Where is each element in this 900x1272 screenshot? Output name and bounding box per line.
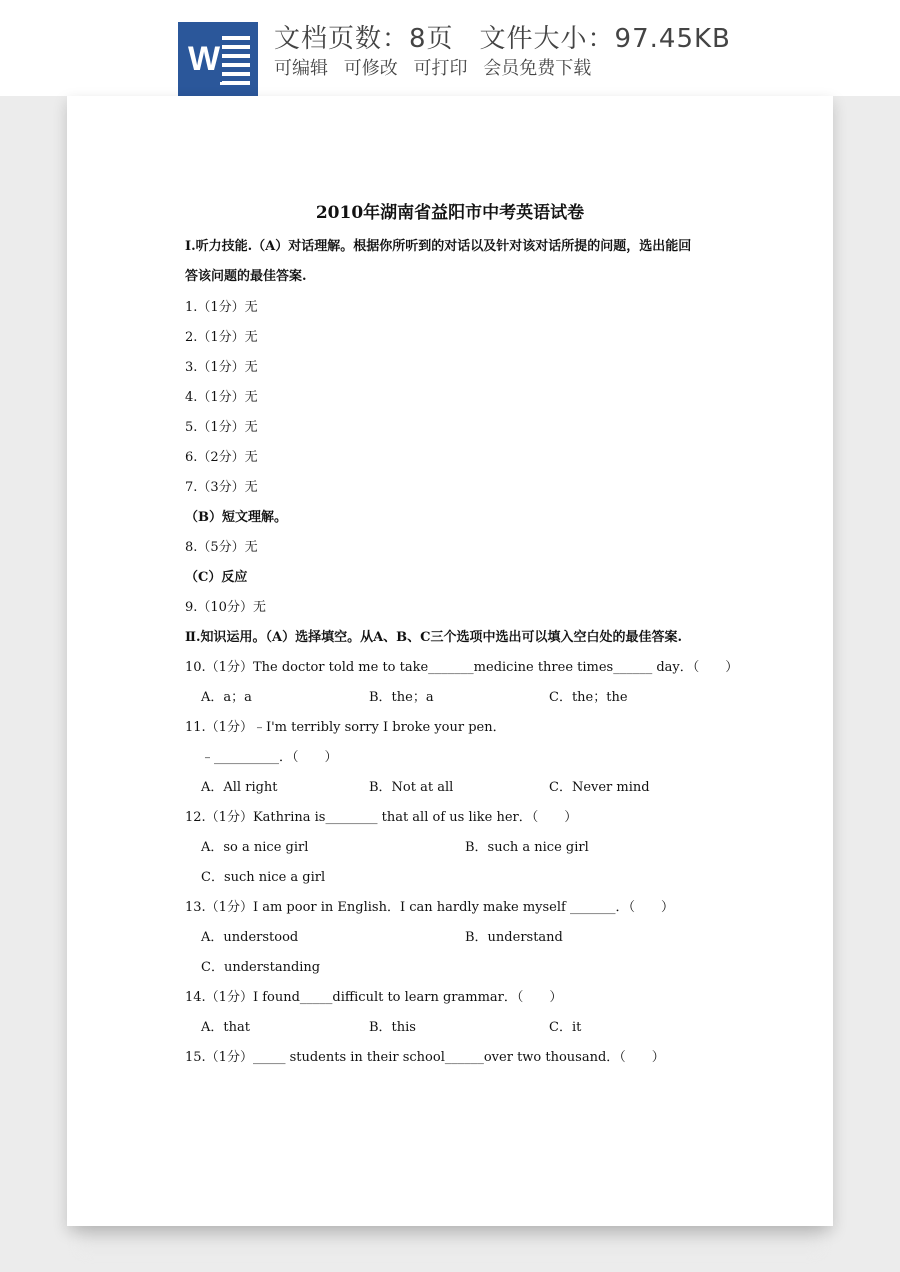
question-2: 2.（1分）无 <box>185 330 258 345</box>
page-count: 文档页数：8页 <box>274 24 454 54</box>
question-8: 8.（5分）无 <box>185 540 258 555</box>
part-c-heading: （C）反应 <box>185 570 248 585</box>
word-document-icon <box>178 22 258 96</box>
exam-title: 2010年湖南省益阳市中考英语试卷 <box>315 203 585 223</box>
question-13-option-c: C．understanding <box>201 960 321 975</box>
question-1: 1.（1分）无 <box>185 300 258 315</box>
feature-list <box>274 54 601 80</box>
question-14: 14.（1分）I found_____difficult to learn grammar．（ ） <box>185 990 563 1005</box>
question-12-option-b: B．such a nice girl <box>465 840 589 855</box>
section-2-instruction: Ⅱ.知识运用。（A）选择填空。从A、B、C三个选项中选出可以填入空白处的最佳答案. <box>185 630 683 645</box>
question-14-option-a: A．that <box>201 1020 250 1035</box>
question-10-option-c: C．the；the <box>549 690 628 705</box>
file-size: 文件大小：97.45KB <box>479 24 731 54</box>
part-b-heading: （B）短文理解。 <box>185 510 287 525</box>
feature-member-download: 会员免费下载 <box>483 58 592 79</box>
document-page <box>67 96 833 1226</box>
question-13-option-a: A．understood <box>201 930 299 945</box>
section-1-instruction-cont: 答该问题的最佳答案. <box>185 269 307 284</box>
question-11-option-a: A．All right <box>201 780 278 795</box>
question-7: 7.（3分）无 <box>185 480 258 495</box>
question-10: 10.（1分）The doctor told me to take_______medicine three times______ day．（ ） <box>185 660 739 675</box>
question-15: 15.（1分）_____ students in their school______over two thousand．（ ） <box>185 1050 665 1065</box>
question-6: 6.（2分）无 <box>185 450 258 465</box>
question-12-option-c: C．such nice a girl <box>201 870 326 885</box>
question-11-reply: ﹣__________．（ ） <box>201 750 338 765</box>
section-1-instruction: Ⅰ.听力技能.（A）对话理解。根据你所听到的对话以及针对该对话所提的问题，选出能回 <box>185 239 692 254</box>
question-11: 11.（1分）﹣I'm terribly sorry I broke your pen． <box>185 720 506 735</box>
document-info <box>274 18 731 55</box>
question-14-option-c: C．it <box>549 1020 582 1035</box>
question-4: 4.（1分）无 <box>185 390 258 405</box>
question-10-option-a: A．a；a <box>201 690 252 705</box>
feature-printable: 可打印 <box>413 58 468 79</box>
question-5: 5.（1分）无 <box>185 420 258 435</box>
question-11-option-b: B．Not at all <box>369 780 454 795</box>
question-13-option-b: B．understand <box>465 930 563 945</box>
word-letter: W <box>186 36 222 82</box>
feature-editable: 可编辑 <box>274 58 328 79</box>
feature-modifiable: 可修改 <box>343 58 398 79</box>
question-13: 13.（1分）I am poor in English．I can hardly make myself _______．（ ） <box>185 900 674 915</box>
question-12: 12.（1分）Kathrina is________ that all of us like her．（ ） <box>185 810 578 825</box>
document-lines-graphic <box>220 36 250 86</box>
question-12-option-a: A．so a nice girl <box>201 840 309 855</box>
question-14-option-b: B．this <box>369 1020 416 1035</box>
question-3: 3.（1分）无 <box>185 360 258 375</box>
download-banner <box>0 0 900 96</box>
question-9: 9.（10分）无 <box>185 600 266 615</box>
question-10-option-b: B．the；a <box>369 690 434 705</box>
question-11-option-c: C．Never mind <box>549 780 650 795</box>
